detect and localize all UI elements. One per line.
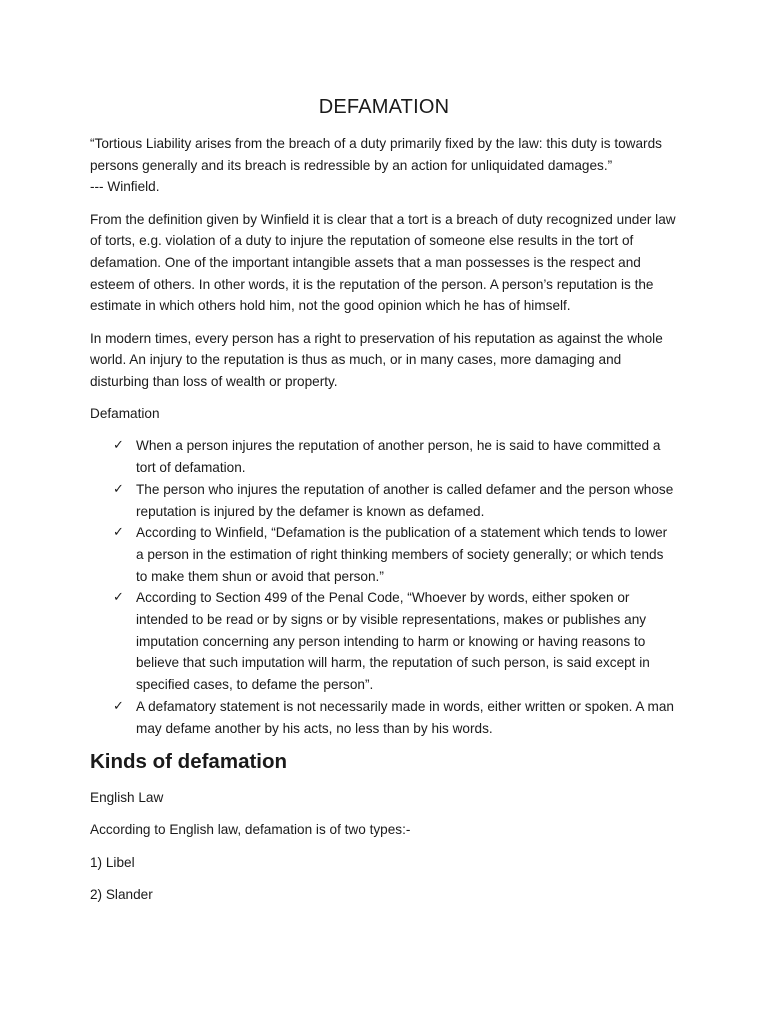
checkmark-icon: ✓ xyxy=(113,525,124,541)
quote-text: “Tortious Liability arises from the breach of a duty primarily fixed by the law: this duty is towards persons generally and its breach is redressible by an action for unliquidated damages.” xyxy=(90,136,662,173)
list-item xyxy=(113,696,678,739)
quote-attribution: --- Winfield. xyxy=(90,179,160,195)
english-law-intro: According to English law, defamation is of two types:- xyxy=(90,822,411,838)
list-item-text: The person who injures the reputation of another is called defamer and the person whose reputation is injured by the defamer is known as defamed. xyxy=(136,481,674,519)
list-item-text: When a person injures the reputation of another person, he is said to have committed a tort of defamation. xyxy=(136,438,661,476)
list-item xyxy=(113,587,678,696)
paragraph-right-to-reputation: In modern times, every person has a right to preservation of his reputation as against the whole world. An injury to the reputation is thus as much, or in many cases, more damaging and disturbing than loss of wealth or property. xyxy=(90,330,663,390)
list-item-text: According to Section 499 of the Penal Code, “Whoever by words, either spoken or intended to be read or by signs or by visible representations, makes or publishes any imputation concerning any person intending to harm or knowing or having reasons to believe that such imputation will harm, the reputation of such person, is said except in specified cases, to defame the person”. xyxy=(136,590,650,693)
list-item xyxy=(113,479,678,522)
section-heading-kinds: Kinds of defamation xyxy=(90,750,288,774)
type-slander: 2) Slander xyxy=(90,886,153,902)
english-law-label: English Law xyxy=(90,790,164,806)
checkmark-icon: ✓ xyxy=(113,481,124,497)
checkmark-icon: ✓ xyxy=(113,438,124,454)
page-title: DEFAMATION xyxy=(318,96,450,118)
winfield-quote xyxy=(90,133,678,198)
type-libel: 1) Libel xyxy=(90,854,135,870)
list-item xyxy=(113,435,678,478)
list-item-text: According to Winfield, “Defamation is the publication of a statement which tends to lower a person in the estimation of right thinking members of society generally; or which tends to make them shun or avoid that person.” xyxy=(136,525,668,584)
paragraph-tort-definition: From the definition given by Winfield it is clear that a tort is a breach of duty recognized under law of torts, e.g. violation of a duty to injure the reputation of someone else results in the tort of defamation. One of the important intangible assets that a man possesses is the respect and esteem of others. In other words, it is the reputation of the person. A person’s reputation is the estimate in which others hold him, not the good opinion which he has of himself. xyxy=(90,211,676,314)
list-item xyxy=(113,522,678,587)
checkmark-icon: ✓ xyxy=(113,590,124,606)
checkmark-icon: ✓ xyxy=(113,698,124,714)
defamation-label: Defamation xyxy=(90,406,160,422)
list-item-text: A defamatory statement is not necessarily made in words, either written or spoken. A man may defame another by his acts, no less than by his words. xyxy=(136,698,674,736)
defamation-checklist xyxy=(90,435,678,739)
